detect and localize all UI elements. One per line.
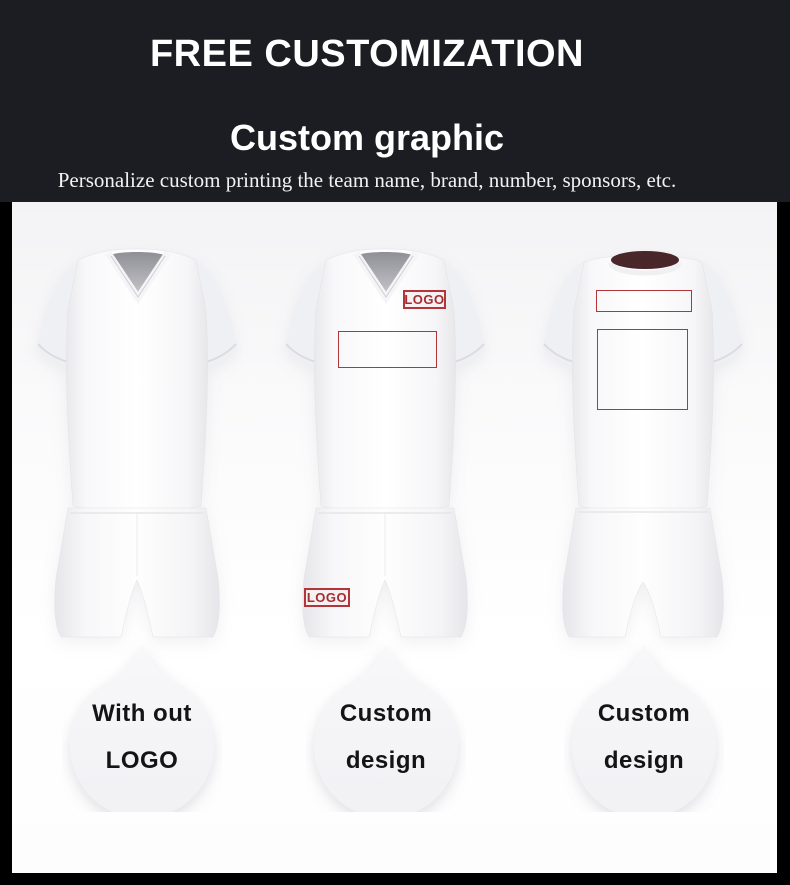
badge-without-logo bbox=[62, 640, 222, 812]
badge-text-line1: With out bbox=[92, 700, 192, 727]
jersey-front-illustration bbox=[270, 246, 500, 646]
shorts-logo-box bbox=[304, 588, 350, 607]
header-title: FREE CUSTOMIZATION bbox=[149, 33, 585, 75]
jersey-front-illustration bbox=[22, 246, 252, 646]
back-number-box bbox=[597, 329, 688, 410]
badge-text-line2: design bbox=[603, 747, 685, 774]
kit-front-plain bbox=[22, 246, 252, 646]
chest-logo-label: LOGO bbox=[404, 292, 445, 307]
badge-text-line2: design bbox=[345, 747, 427, 774]
chest-logo-box bbox=[403, 290, 446, 309]
badge-custom-design-front bbox=[306, 640, 466, 812]
badge-custom-design-back bbox=[564, 640, 724, 812]
back-name-box bbox=[596, 290, 692, 312]
product-panel bbox=[12, 202, 777, 873]
chest-design-box bbox=[338, 331, 437, 368]
badge-text-line1: Custom bbox=[597, 700, 691, 727]
badge-text-line1: Custom bbox=[339, 700, 433, 727]
header-band bbox=[0, 0, 790, 202]
badge-text-line2: LOGO bbox=[105, 747, 179, 774]
header-subtitle: Custom graphic bbox=[229, 117, 505, 158]
shorts-logo-label: LOGO bbox=[306, 590, 348, 605]
kit-front-custom bbox=[270, 246, 500, 646]
header-tagline: Personalize custom printing the team name, brand, number, sponsors, etc. bbox=[57, 168, 677, 192]
